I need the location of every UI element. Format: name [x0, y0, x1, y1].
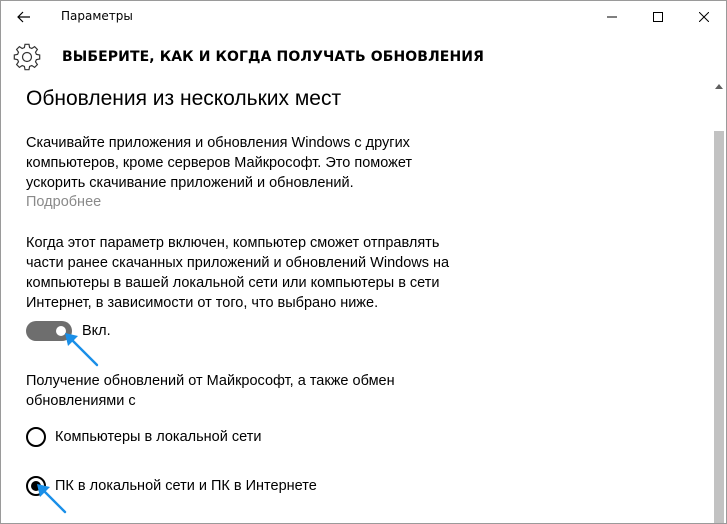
- description-text: [26, 133, 496, 193]
- chevron-up-icon: [715, 84, 723, 89]
- close-icon: [699, 12, 709, 22]
- window-title: Параметры: [61, 9, 133, 23]
- scroll-up-button[interactable]: [712, 79, 726, 93]
- radio-label-local-network[interactable]: Компьютеры в локальной сети: [55, 429, 262, 445]
- learn-more-link[interactable]: Подробнее: [26, 194, 102, 210]
- info-text: [26, 233, 496, 313]
- maximize-button[interactable]: [635, 1, 681, 33]
- info-line: Когда этот параметр включен, компьютер сможет отправлять: [26, 235, 440, 251]
- page-header: [1, 37, 726, 79]
- annotation-arrow-icon: [33, 479, 73, 519]
- annotation-arrow-icon: [61, 329, 101, 369]
- gear-icon: [13, 43, 41, 71]
- title-bar: [1, 1, 726, 33]
- page-title: ВЫБЕРИТЕ, КАК И КОГДА ПОЛУЧАТЬ ОБНОВЛЕНИЯ: [62, 49, 484, 65]
- radio-local-network[interactable]: [26, 427, 46, 447]
- description-line: ускорить скачивание приложений и обновлений.: [26, 175, 354, 191]
- back-arrow-icon: [17, 11, 31, 23]
- minimize-button[interactable]: [589, 1, 635, 33]
- description-line: компьютеров, кроме серверов Майкрософт. Это поможет: [26, 155, 413, 171]
- minimize-icon: [607, 12, 617, 22]
- description-line: Скачивайте приложения и обновления Windows с других: [26, 135, 410, 151]
- section-title: Обновления из нескольких мест: [26, 87, 342, 110]
- options-line: Получение обновлений от Майкрософт, а также обмен: [26, 373, 395, 389]
- info-line: компьютеры в вашей локальной сети или компьютеры в сети: [26, 275, 440, 291]
- back-button[interactable]: [7, 2, 41, 32]
- close-button[interactable]: [681, 1, 727, 33]
- maximize-icon: [653, 12, 663, 22]
- radio-label-local-and-internet[interactable]: ПК в локальной сети и ПК в Интернете: [55, 478, 317, 494]
- info-line: Интернет, в зависимости от того, что выбрано ниже.: [26, 295, 379, 311]
- options-line: обновлениями с: [26, 393, 136, 409]
- vertical-scrollbar[interactable]: [712, 79, 726, 523]
- scroll-thumb[interactable]: [714, 131, 724, 523]
- options-text: [26, 371, 496, 411]
- toggle-state-label: Вкл.: [82, 323, 111, 339]
- info-line: части ранее скачанных приложений и обновлений Windows на: [26, 255, 450, 271]
